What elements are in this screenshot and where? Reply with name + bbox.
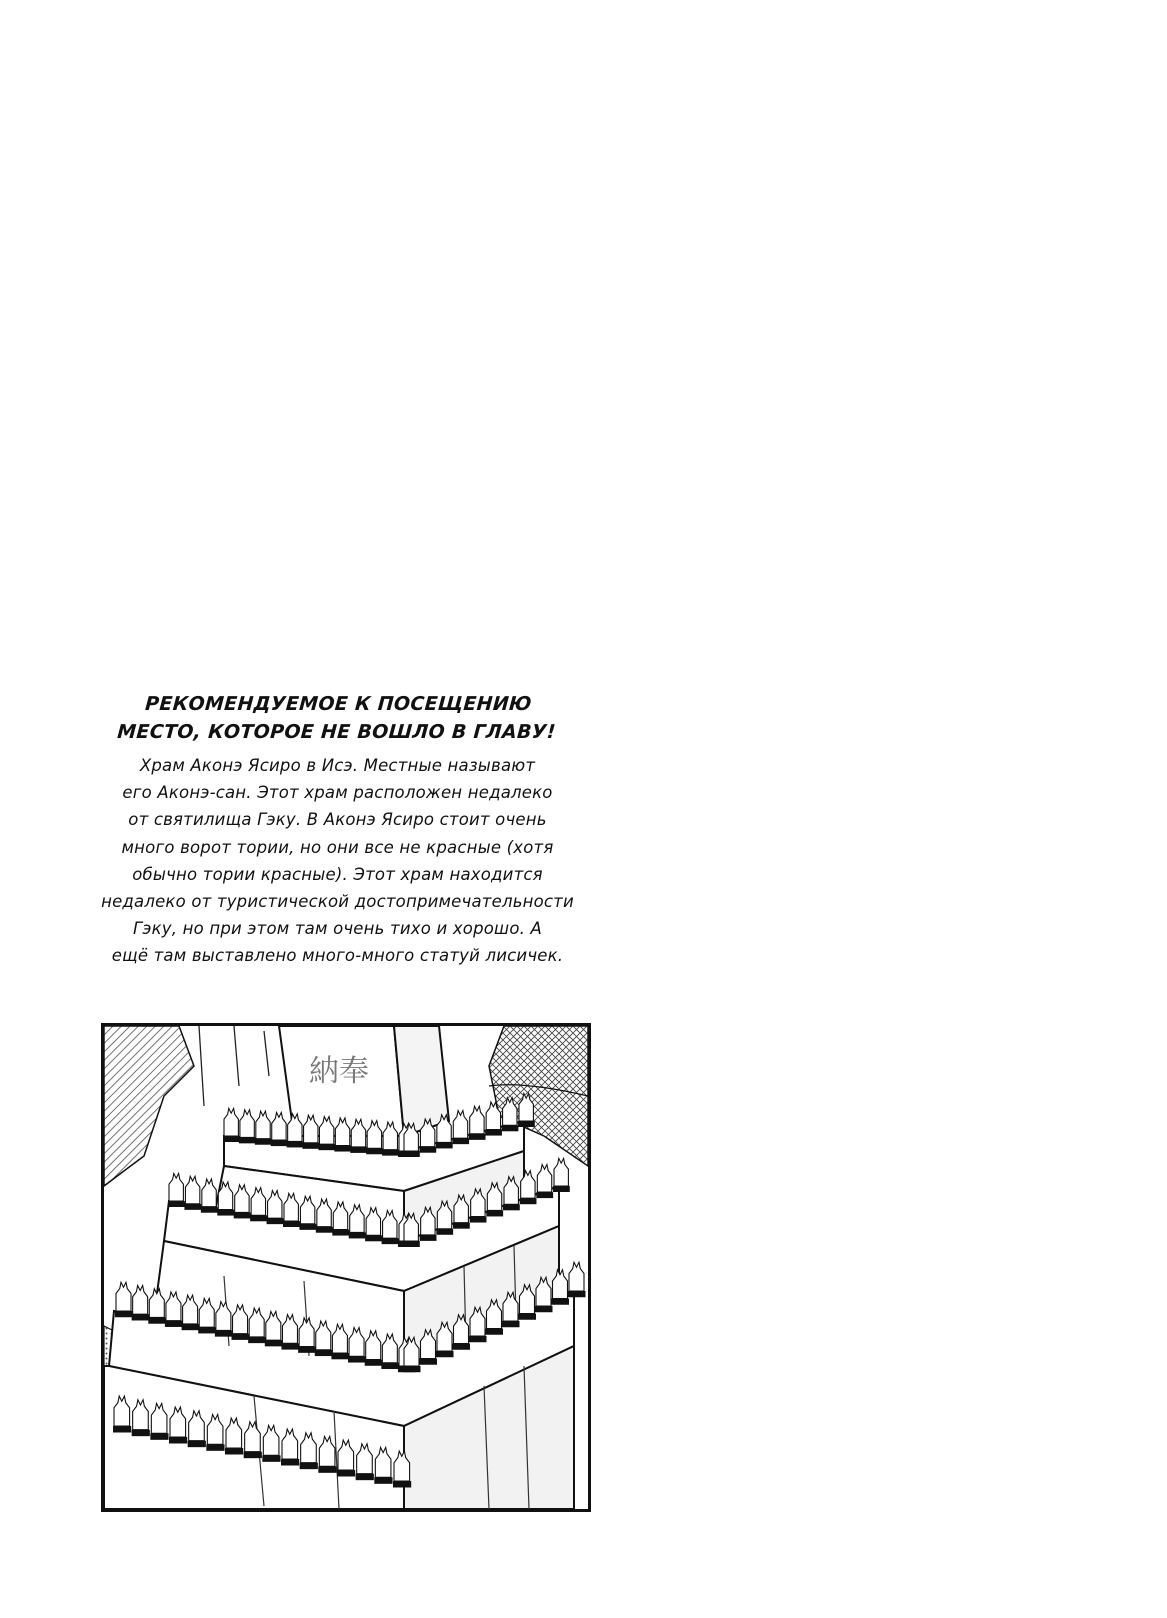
fox-statue-base [169, 1437, 187, 1444]
heading-line-1: РЕКОМЕНДУЕМОЕ К ПОСЕЩЕНИЮ [144, 693, 533, 715]
fox-statue-base [568, 1291, 586, 1297]
fox-statue-base [403, 1366, 421, 1372]
description-paragraph [100, 752, 575, 970]
fox-statue-base [486, 1329, 504, 1335]
fox-statue-base [182, 1324, 200, 1330]
fox-statue-base [198, 1327, 216, 1333]
fox-statue-base [382, 1150, 399, 1156]
section-heading [98, 690, 577, 746]
fox-statue-base [283, 1221, 300, 1227]
fox-statue-base [470, 1217, 487, 1223]
fox-statue-base [502, 1125, 519, 1131]
paragraph-line: его Аконэ-сан. Этот храм расположен недалеко [122, 783, 553, 803]
paragraph-line: много ворот тории, но они все не красные (хотя [121, 837, 554, 857]
fox-statue-base [420, 1359, 438, 1365]
fox-statue-base [244, 1452, 262, 1459]
fox-statue-base [453, 1344, 471, 1350]
fox-statue-base [299, 1224, 316, 1230]
fox-statue-base [553, 1186, 570, 1192]
fox-statue-base [403, 1241, 420, 1247]
fox-statue-base [303, 1143, 320, 1149]
fox-statue-base [148, 1317, 166, 1323]
fox-statue-base [502, 1321, 520, 1327]
paragraph-line: обычно тории красные). Этот храм находится [132, 864, 543, 884]
fox-statue-base [287, 1141, 304, 1147]
fox-statue-base [248, 1337, 265, 1343]
fox-statue-base [503, 1204, 520, 1210]
fox-statue-base [318, 1466, 336, 1473]
fox-statue-base [365, 1235, 382, 1241]
fox-statue-base [318, 1144, 335, 1150]
fox-statue-base [366, 1148, 383, 1154]
fox-statue-base [486, 1210, 503, 1216]
fox-statue-base [348, 1356, 366, 1362]
fox-statue-base [381, 1363, 399, 1369]
paragraph-line: ещё там выставлено много-много статуй лисичек. [111, 946, 564, 966]
fox-statue-base [300, 1463, 318, 1470]
fox-statue-base [331, 1353, 349, 1359]
fox-statue-base [535, 1306, 553, 1312]
fox-statue-base [382, 1238, 399, 1244]
fox-statue-pedestal-drawing [104, 1026, 588, 1509]
fox-statue-base [150, 1433, 168, 1440]
fox-statue-base [552, 1299, 570, 1305]
fox-statue-base [265, 1340, 283, 1346]
fox-statue-base [520, 1198, 537, 1204]
fox-statue-base [419, 1147, 436, 1153]
fox-statue-base [298, 1347, 316, 1353]
fox-statue-base [234, 1212, 251, 1218]
fox-statue-base [316, 1227, 333, 1233]
fox-statue-base [267, 1218, 284, 1224]
fox-statue-base [132, 1430, 150, 1437]
fox-statue-base [115, 1311, 133, 1317]
fox-statue-base [206, 1444, 224, 1451]
fox-statue-base [469, 1134, 486, 1140]
fox-statue-base [519, 1314, 537, 1320]
fox-statue-base [232, 1334, 250, 1340]
fox-statue-base [239, 1137, 256, 1143]
fox-statue-base [536, 1192, 553, 1198]
fox-statue-base [436, 1142, 453, 1148]
fox-statue-base [217, 1210, 234, 1216]
fox-statue-base [165, 1321, 183, 1327]
fox-statue-base [188, 1441, 206, 1448]
fox-statue-base [518, 1121, 535, 1127]
fox-statue-base [436, 1229, 453, 1235]
fox-statue-base [485, 1130, 502, 1136]
pillar-inscription: 納奉 [309, 1054, 369, 1089]
fox-statue-base [225, 1448, 243, 1455]
fox-statue-base [281, 1459, 299, 1466]
paragraph-line: Храм Аконэ Ясиро в Исэ. Местные называют [139, 756, 536, 775]
fox-statue-base [365, 1360, 383, 1366]
fox-statue-base [334, 1146, 351, 1152]
fox-statue-base [469, 1336, 487, 1342]
fox-statue-base [184, 1204, 201, 1210]
fox-statue-base [281, 1343, 299, 1349]
heading-line-2: МЕСТО, КОТОРОЕ НЕ ВОШЛО В ГЛАВУ! [116, 721, 557, 743]
fox-statue-base [436, 1351, 454, 1357]
fox-statue-base [393, 1481, 411, 1488]
fox-statue-base [223, 1136, 240, 1142]
fox-statue-base [132, 1314, 150, 1320]
fox-statue-base [250, 1215, 267, 1221]
fox-statue-base [332, 1230, 349, 1236]
fox-statue-base [168, 1201, 185, 1207]
fox-statue-base [420, 1235, 437, 1241]
paragraph-line: Гэку, но при этом там очень тихо и хорошо. А [132, 919, 543, 939]
manga-illustration-panel [101, 1023, 591, 1512]
fox-statue-base [356, 1474, 374, 1481]
fox-statue-base [113, 1426, 131, 1433]
fox-statue-base [350, 1147, 367, 1153]
fox-statue-base [271, 1140, 288, 1146]
fox-statue-base [201, 1207, 218, 1213]
fox-statue-base [262, 1455, 280, 1462]
fox-statue-base [452, 1138, 469, 1144]
fox-statue-base [453, 1223, 470, 1229]
fox-statue-base [255, 1139, 272, 1145]
fox-statue-base [403, 1151, 420, 1157]
fox-statue-base [374, 1477, 392, 1484]
paragraph-line: от святилища Гэку. В Аконэ Ясиро стоит очень [128, 810, 547, 830]
fox-statue-base [349, 1232, 366, 1238]
fox-statue-base [337, 1470, 355, 1477]
fox-statue-base [215, 1330, 233, 1336]
paragraph-line: недалеко от туристической достопримечательности [101, 892, 574, 912]
fox-statue-base [315, 1350, 333, 1356]
